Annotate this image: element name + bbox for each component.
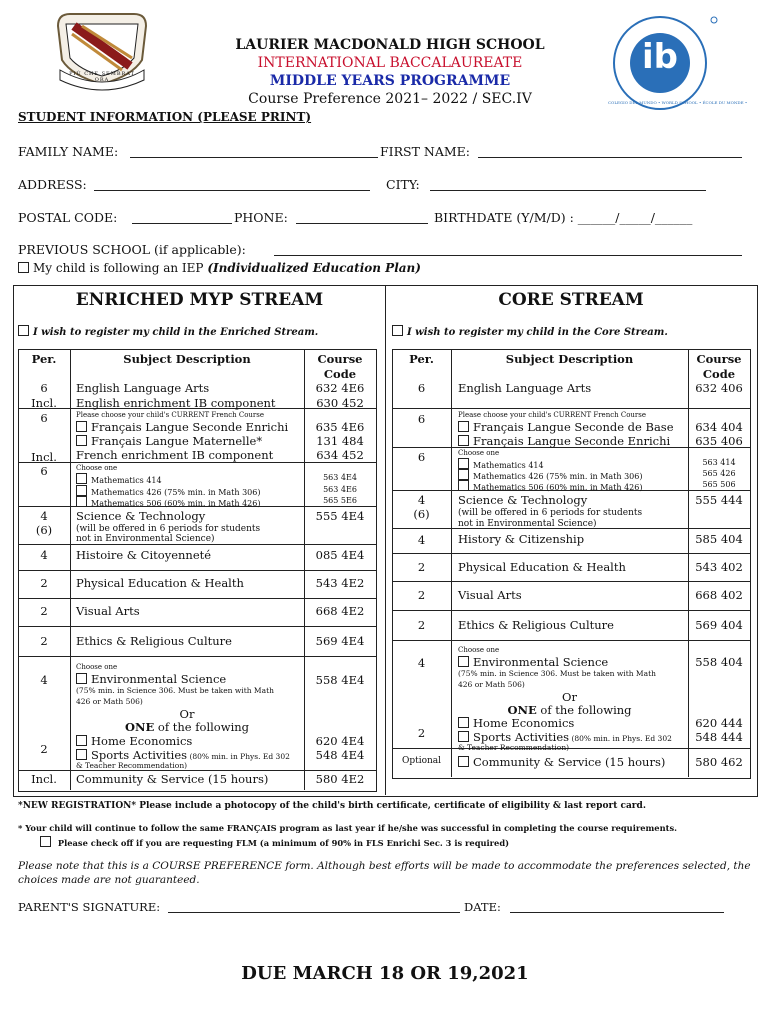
core-ela-name: English Language Arts (458, 381, 592, 395)
core-env-note-1: (75% min. in Science 306. Must be taken with Math (458, 669, 656, 678)
enriched-enr-per: Incl. (31, 396, 57, 410)
enriched-pe-code: 543 4E2 (315, 576, 365, 590)
core-fr-note: Please choose your child's CURRENT French Course (458, 411, 647, 419)
family-name-label: FAMILY NAME: (18, 144, 119, 159)
core-env-code: 558 404 (695, 655, 743, 669)
enriched-he-option[interactable]: Home Economics (76, 734, 192, 748)
enriched-row-separator (18, 626, 376, 627)
enriched-math-426-option[interactable]: Mathematics 426 (75% min. in Math 306) (76, 485, 260, 497)
core-math-506-code: 565 506 (702, 480, 736, 489)
enriched-fr1-code: 635 4E6 (315, 420, 365, 434)
enriched-fe-code: 634 452 (316, 448, 364, 462)
flm-checkbox[interactable] (40, 836, 51, 847)
core-row-separator (392, 610, 750, 611)
core-fr-per: 6 (417, 412, 426, 426)
enriched-math-506-code: 565 5E6 (323, 496, 357, 505)
core-math-426-option[interactable]: Mathematics 426 (75% min. in Math 306) (458, 469, 642, 481)
core-va-name: Visual Arts (458, 588, 522, 602)
enriched-register-option[interactable] (18, 325, 318, 338)
core-stream-title: CORE STREAM (498, 290, 644, 310)
enriched-sci-note-1: (will be offered in 6 periods for students (76, 524, 261, 534)
enriched-col-code-2: Code (323, 367, 357, 381)
core-pe-name: Physical Education & Health (458, 560, 626, 574)
date-label: DATE: (464, 900, 501, 914)
enriched-fe-name: French enrichment IB component (76, 448, 274, 462)
core-one-of: ONE of the following (507, 703, 632, 717)
enriched-sports-option[interactable]: Sports Activities (80% min. in Phys. Ed 302 (76, 748, 290, 762)
enriched-env-note-1: (75% min. in Science 306. Must be taken with Math (76, 686, 274, 695)
core-col-code: Course (696, 352, 742, 366)
address-field[interactable] (94, 190, 370, 191)
enriched-hist-per: 4 (40, 548, 48, 562)
core-cs-per: Optional (401, 756, 442, 766)
enriched-sports-note-2: & Teacher Recommendation) (76, 761, 188, 770)
core-env-note-2: 426 or Math 506) (458, 680, 525, 689)
core-row-separator (392, 640, 750, 641)
core-sci-per-2: (6) (413, 507, 430, 521)
core-pe-per: 2 (417, 560, 426, 574)
core-va-code: 668 402 (695, 588, 743, 602)
core-he-per: 2 (417, 726, 426, 740)
core-env-note: Choose one (458, 646, 500, 654)
new-registration-note: *NEW REGISTRATION* Please include a photocopy of the child's birth certificate, certificate of eligibility & last report card. (18, 801, 646, 811)
core-or: Or (562, 690, 577, 704)
enriched-row-separator (18, 462, 376, 463)
core-col-code-2: Code (702, 367, 736, 381)
phone-field[interactable] (296, 223, 428, 224)
core-math-note: Choose one (458, 449, 500, 457)
enriched-sports-code: 548 4E4 (315, 748, 365, 762)
core-erc-per: 2 (417, 618, 426, 632)
postal-code-label: POSTAL CODE: (18, 210, 118, 225)
core-hist-code: 585 404 (695, 532, 743, 546)
enriched-pe-per: 2 (40, 576, 48, 590)
enriched-fr2-option[interactable]: Français Langue Maternelle* (76, 434, 262, 448)
enriched-sci-name: Science & Technology (76, 509, 206, 523)
core-math-426-code: 565 426 (702, 469, 736, 478)
core-fr1-option[interactable]: Français Langue Seconde de Base (458, 420, 674, 434)
enriched-va-code: 668 4E2 (315, 604, 365, 618)
enriched-erc-name: Ethics & Religious Culture (76, 634, 232, 648)
core-math-per: 6 (417, 450, 426, 464)
enriched-env-note-2: 426 or Math 506) (76, 697, 143, 706)
enriched-ela-per: 6 (40, 381, 48, 395)
core-ela-code: 632 406 (695, 381, 743, 395)
enriched-ela-name: English Language Arts (76, 381, 210, 395)
school-name: LAURIER MACDONALD HIGH SCHOOL (235, 37, 545, 53)
city-label: CITY: (386, 177, 420, 192)
enriched-stream-title: ENRICHED MYP STREAM (75, 290, 324, 310)
iep-italic: (Individualized Education Plan) (207, 261, 421, 275)
core-pe-code: 543 402 (695, 560, 743, 574)
core-erc-name: Ethics & Religious Culture (458, 618, 614, 632)
enriched-fe-per: Incl. (31, 450, 57, 464)
previous-school-label: PREVIOUS SCHOOL (if applicable): (18, 242, 246, 257)
enriched-erc-code: 569 4E4 (315, 634, 365, 648)
core-row-separator (392, 553, 750, 554)
iep-checkbox[interactable] (18, 262, 29, 273)
core-he-option[interactable]: Home Economics (458, 716, 574, 730)
student-info-title: STUDENT INFORMATION (PLEASE PRINT) (18, 110, 312, 124)
enriched-hist-code: 085 4E4 (315, 548, 365, 562)
address-label: ADDRESS: (18, 177, 87, 192)
core-fr2-code: 635 406 (695, 434, 743, 448)
enriched-he-per: 2 (40, 742, 48, 756)
core-env-per: 4 (417, 656, 426, 670)
enriched-env-code: 558 4E4 (315, 673, 365, 687)
core-hist-name: History & Citizenship (458, 532, 585, 546)
enriched-va-name: Visual Arts (76, 604, 140, 618)
parent-signature-label: PARENT'S SIGNATURE: (18, 900, 161, 914)
enriched-row-separator (18, 570, 376, 571)
enriched-erc-per: 2 (40, 634, 48, 648)
streams-divider (385, 285, 386, 795)
core-register-option[interactable] (392, 325, 668, 338)
enriched-sci-note-2: not in Environmental Science) (76, 534, 215, 544)
due-date: DUE MARCH 18 OR 19,2021 (241, 963, 529, 984)
flm-label: Please check off if you are requesting FLM (a minimum of 90% in FLS Enrichi Sec. 3 is required) (57, 838, 510, 848)
enriched-or: Or (179, 707, 195, 721)
enriched-sci-code: 555 4E4 (315, 509, 365, 523)
core-col-per: Per. (409, 352, 434, 366)
core-hist-per: 4 (417, 533, 426, 547)
core-col-subject: Subject Description (505, 352, 634, 366)
iep-label: My child is following an IEP (33, 261, 204, 275)
core-sci-name: Science & Technology (458, 493, 588, 507)
francais-note: * Your child will continue to follow the same FRANÇAIS program as last year if he/she was successful in completing the course requirements. (18, 823, 677, 833)
crest-motto: PIÙ CHE SEMBRAT ORA (69, 71, 135, 83)
enriched-math-note: Choose one (76, 464, 118, 472)
core-he-code: 620 444 (695, 716, 743, 730)
enriched-fr-note: Please choose your child's CURRENT French Course (76, 411, 265, 419)
enriched-cs-name: Community & Service (15 hours) (76, 772, 269, 786)
enriched-enr-name: English enrichment IB component (76, 396, 276, 410)
core-sci-note-2: not in Environmental Science) (458, 519, 597, 529)
core-fr1-code: 634 404 (695, 420, 743, 434)
core-register-checkbox[interactable] (392, 325, 403, 336)
core-row-separator (392, 581, 750, 582)
enriched-ela-code: 632 4E6 (315, 381, 365, 395)
enriched-va-per: 2 (40, 604, 48, 618)
enriched-one-of: ONE of the following (124, 720, 250, 734)
enriched-fr-per: 6 (40, 411, 48, 425)
enriched-pe-name: Physical Education & Health (76, 576, 244, 590)
core-sports-code: 548 444 (695, 730, 743, 744)
first-name-label: FIRST NAME: (380, 144, 470, 159)
enriched-enr-code: 630 452 (316, 396, 364, 410)
enriched-col-subject: Subject Description (123, 352, 251, 366)
ib-logo-letters: ib (642, 37, 678, 77)
enriched-row-separator (18, 598, 376, 599)
core-env-option[interactable]: Environmental Science (458, 655, 608, 669)
enriched-row-separator (18, 770, 376, 771)
enriched-env-per: 4 (40, 673, 48, 687)
phone-label: PHONE: (234, 210, 288, 225)
core-sports-option[interactable]: Sports Activities (80% min. in Phys. Ed 302 (458, 730, 672, 744)
core-cs-code: 580 462 (695, 755, 743, 769)
core-register-label: I wish to register my child in the Core Stream. (407, 327, 668, 338)
enriched-col-code: Course (317, 352, 363, 366)
enriched-cs-per: Incl. (31, 772, 57, 786)
birthdate-field[interactable]: BIRTHDATE (Y/M/D) : ______/_____/______ (434, 210, 693, 225)
core-math-414-code: 563 414 (702, 458, 736, 467)
core-cs-option[interactable]: Community & Service (15 hours) (458, 755, 665, 769)
enriched-fr2-code: 131 484 (316, 434, 364, 448)
enriched-row-separator (18, 544, 376, 545)
previous-school-field[interactable] (274, 255, 742, 256)
enriched-fr1-option[interactable]: Français Langue Seconde Enrichi (76, 420, 288, 434)
enriched-math-per: 6 (40, 464, 48, 478)
core-va-per: 2 (417, 588, 426, 602)
enriched-he-code: 620 4E4 (315, 734, 365, 748)
ib-title: INTERNATIONAL BACCALAUREATE (257, 55, 523, 71)
core-sports-note-2: & Teacher Recommendation) (458, 743, 570, 752)
core-math-506-option[interactable]: Mathematics 506 (60% min. in Math 426) (458, 480, 642, 492)
core-row-separator (392, 748, 750, 749)
core-row-separator (392, 408, 750, 409)
enriched-math-414-code: 563 4E4 (323, 473, 357, 482)
core-erc-code: 569 404 (695, 618, 743, 632)
core-math-414-option[interactable]: Mathematics 414 (458, 458, 544, 470)
core-fr2-option[interactable]: Français Langue Seconde Enrichi (458, 434, 670, 448)
enriched-math-414-option[interactable]: Mathematics 414 (76, 473, 162, 485)
enriched-math-506-option[interactable]: Mathematics 506 (60% min. in Math 426) (76, 496, 260, 508)
enriched-register-checkbox[interactable] (18, 325, 29, 336)
city-field[interactable] (430, 190, 706, 191)
enriched-cs-code: 580 4E2 (315, 772, 365, 786)
enriched-row-separator (18, 656, 376, 657)
parent-signature-field[interactable] (168, 912, 460, 913)
enriched-hist-name: Histoire & Citoyenneté (76, 548, 212, 562)
postal-code-field[interactable] (132, 223, 232, 224)
preference-disclaimer: Please note that this is a COURSE PREFERENCE form. Although best efforts will be made to accommodate the preferences selected, the choices made are not guaranteed. (18, 860, 751, 886)
family-name-field[interactable] (130, 157, 378, 158)
enriched-register-label: I wish to register my child in the Enriched Stream. (33, 327, 319, 338)
enriched-sci-per-2: (6) (35, 523, 53, 537)
course-preference-title: Course Preference 2021– 2022 / SEC.IV (248, 91, 532, 107)
enriched-col-per: Per. (31, 352, 57, 366)
core-ela-per: 6 (417, 381, 426, 395)
iep-row (18, 261, 421, 275)
core-sci-per: 4 (417, 493, 426, 507)
date-field[interactable] (510, 912, 724, 913)
ib-ring-text: COLEGIO DEL MUNDO • WORLD SCHOOL • ÉCOLE DU MONDE • (608, 100, 748, 105)
enriched-env-note: Choose one (76, 663, 118, 671)
enriched-sci-per: 4 (40, 509, 48, 523)
core-sci-code: 555 444 (695, 493, 743, 507)
enriched-env-option[interactable]: Environmental Science (76, 672, 226, 686)
myp-title: MIDDLE YEARS PROGRAMME (269, 73, 511, 89)
core-sci-note-1: (will be offered in 6 periods for students (458, 508, 643, 518)
enriched-math-426-code: 563 4E6 (323, 485, 357, 494)
first-name-field[interactable] (478, 157, 742, 158)
flm-option[interactable] (40, 836, 509, 848)
